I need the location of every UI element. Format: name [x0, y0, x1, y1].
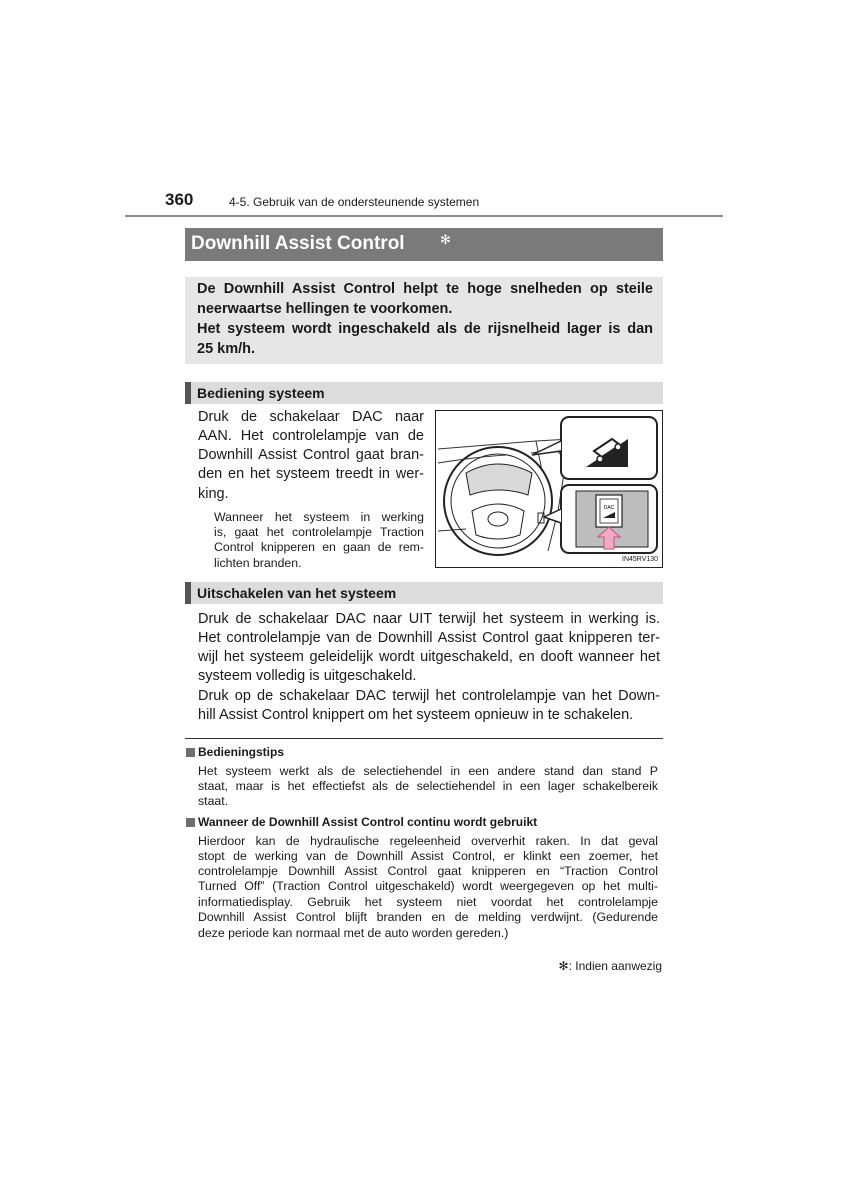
note-line: controlelampje Downhill Assist Control gaat knipperen en “Traction Control	[198, 864, 658, 878]
section-title-uitschakelen: Uitschakelen van het systeem	[197, 585, 397, 601]
note-line: Turned Off” (Traction Control uitgeschakeld) wordt weergegeven op het multi-	[198, 879, 658, 893]
footnote-star: ✻	[558, 959, 569, 973]
steering-wheel-illustration	[436, 411, 662, 567]
title-footnote-marker: ✻	[440, 232, 451, 247]
breadcrumb: 4-5. Gebruik van de ondersteunende systemen	[229, 195, 480, 209]
square-bullet-icon	[186, 748, 195, 757]
note-line: staat, maar is het effectiefst als de selectiehendel in een lager schakelbereik	[198, 779, 658, 793]
note-line: Control knipperen en gaan de rem-	[214, 540, 424, 554]
body-line: king.	[198, 486, 229, 502]
body-line: AAN. Het controlelampje van de	[198, 428, 424, 444]
body-line: hill Assist Control knippert om het systeem opnieuw in te schakelen.	[198, 707, 634, 723]
intro-line: Het systeem wordt ingeschakeld als de rijsnelheid lager is dan	[197, 321, 653, 337]
body-line: den en het systeem treedt in wer-	[198, 466, 424, 482]
body-line: Het controlelampje van de Downhill Assist Control gaat knipperen ter-	[198, 630, 660, 646]
note-line: Wanneer het systeem in werking	[214, 510, 424, 524]
note-line: is, gaat het controlelampje Traction	[214, 525, 424, 539]
intro-line: 25 km/h.	[197, 341, 256, 357]
note-title-continu-gebruik: Wanneer de Downhill Assist Control continu wordt gebruikt	[198, 815, 538, 829]
header-divider	[125, 215, 723, 217]
section-accent	[185, 382, 191, 404]
note-line: Downhill Assist Control blijft branden en de melding verdwijnt. (Gedurende	[198, 910, 658, 924]
body-line: wijl het systeem geleidelijk wordt uitgeschakeld, en dooft wanneer het	[198, 649, 660, 665]
note-line: informatiedisplay. Gebruik het systeem niet voordat het controlelampje	[198, 895, 658, 909]
intro-line: neerwaartse hellingen te voorkomen.	[197, 301, 453, 317]
note-line: Het systeem werkt als de selectiehendel in een andere stand dan stand P	[198, 764, 658, 778]
dac-switch-illustration	[435, 410, 663, 568]
section-title-bediening: Bediening systeem	[197, 385, 325, 401]
footnote-text: : Indien aanwezig	[568, 959, 662, 973]
note-line: staat.	[198, 794, 229, 808]
body-line: Druk de schakelaar DAC naar	[198, 409, 424, 425]
page-number: 360	[165, 190, 194, 209]
body-line: Druk op de schakelaar DAC terwijl het controlelampje van het Down-	[198, 688, 660, 704]
note-title-bedieningstips: Bedieningstips	[198, 745, 285, 759]
page-title: Downhill Assist Control	[191, 233, 405, 254]
notes-divider	[185, 738, 663, 739]
square-bullet-icon	[186, 818, 195, 827]
figure-code: IN45RV130	[622, 556, 659, 563]
note-line: stopt de werking van de Downhill Assist Control, er klinkt een zoemer, het	[198, 849, 658, 863]
footnote	[559, 959, 662, 973]
intro-line: De Downhill Assist Control helpt te hoge snelheden op steile	[197, 281, 653, 297]
note-line: Hierdoor kan de hydraulische regeleenheid oververhit raken. In dat geval	[198, 834, 658, 848]
note-line: deze periode kan normaal met de auto worden gereden.)	[198, 926, 509, 940]
body-line: Downhill Assist Control gaat bran-	[198, 447, 424, 463]
body-line: Druk de schakelaar DAC naar UIT terwijl het systeem in werking is.	[198, 611, 660, 627]
note-line: lichten branden.	[214, 556, 302, 570]
body-line: systeem volledig is uitgeschakeld.	[198, 668, 417, 684]
section-accent	[185, 582, 191, 604]
dac-switch-label: DAC	[603, 505, 615, 511]
